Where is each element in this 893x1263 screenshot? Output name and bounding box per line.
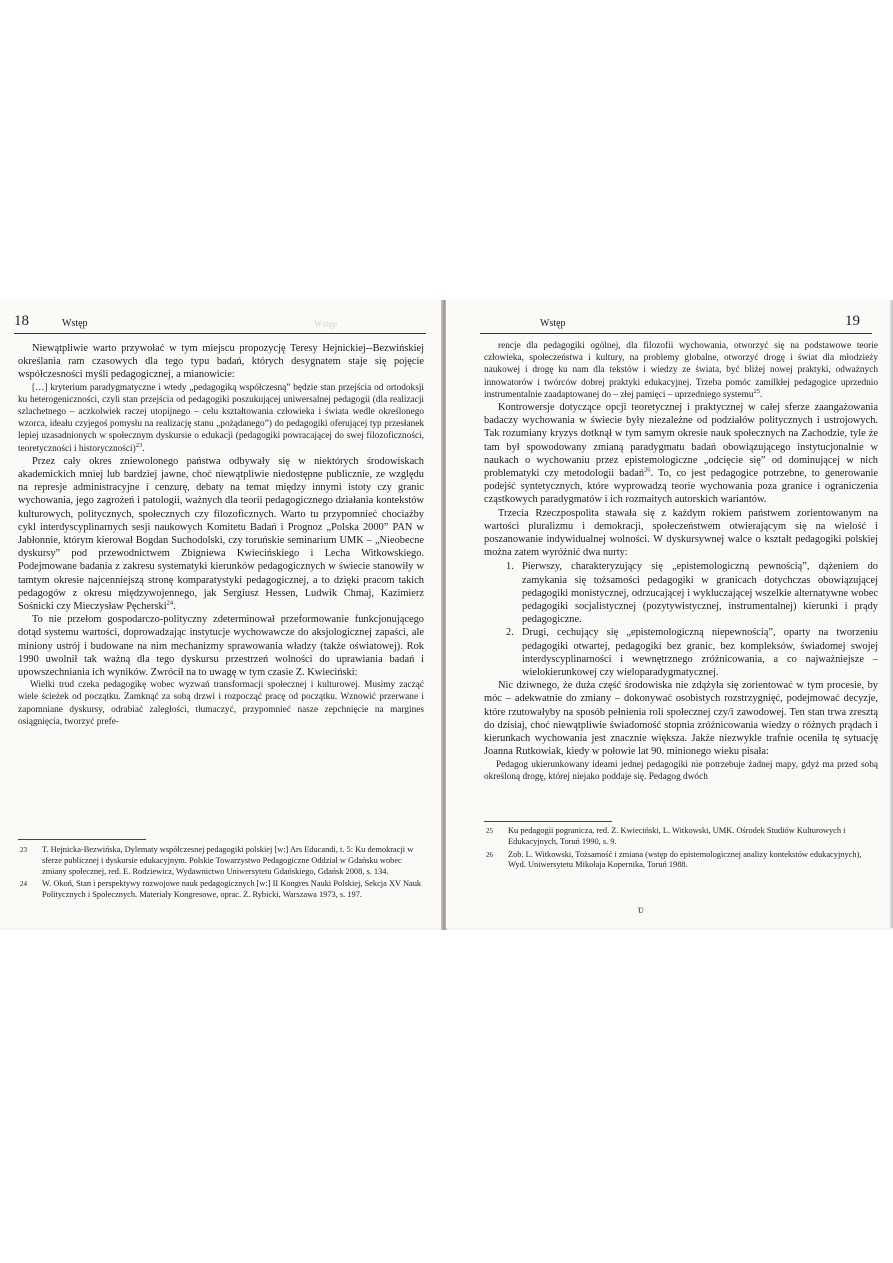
- footnotes-right: [484, 826, 876, 873]
- footnote: 23 T. Hejnicka-Bezwińska, Dylematy współczesnej pedagogiki polskiej [w:] Ars Educandi, t. 5: Ku demokracji w sferze publicznej i dyskursie edukacyjnym. Polskie Towarzystwo Pedagogiczne Oddział w Gdańsku wobec zmiany społecznej, red. E. Rodziewicz, Wydawnictwo Uniwersytetu Gdańskiego, Gdańsk 2008, s. 134.: [20, 845, 414, 876]
- footnote-rule-right: [484, 821, 612, 822]
- paragraph: To nie przełom gospodarczo-polityczny zdeterminował przeformowanie funkcjonującego dotąd systemu wartości, doprowadzając instytucje wychowawcze do aksjologicznej zapaści, ale miniony ustrój i budowane na nim mechanizmy sprawowania władzy (także oświatowej). Rok 1990 uwolnił tak ważną dla tego dyskursu przestrzeń wolności do uprawiania badań i upowszechniania ich wyników. Zwrócił na to uwagę w tym czasie Z. Kwieciński:: [18, 614, 424, 679]
- footnote-ref: 24: [166, 599, 174, 607]
- scan-mark: ʋ: [638, 902, 644, 916]
- footnote: 26 Zob. L. Witkowski, Tożsamość i zmiana (wstęp do epistemologicznej analizy kontekstów edukacyjnych), Wyd. Uniwersytetu Mikołaja Kopernika, Toruń 1988.: [486, 849, 862, 870]
- paragraph: Niewątpliwie warto przywołać w tym miejscu propozycję Teresy Hejnickiej--Bezwińskiej określania ram czasowych dla tego typu badań, których desygnatem staje się pojęcie współczesności myśli pedagogicznej, a mianowicie:: [18, 343, 424, 381]
- footnote-rule-left: [18, 839, 146, 840]
- paragraph: Przez cały okres zniewolonego państwa odbywały się w niektórych środowiskach akademickich mniej lub bardziej jawne, choć niewątpliwie niedostępne publicznie, ze względu na represje administracyjne i cenzurę, debaty na temat między innymi istoty czy granic wychowania, jego zagrożeń i patologii, ważnych dla teorii pedagogicznego działania kontekstów kulturowych, politycznych, społecznych czy filozoficznych. Warto tu przypomnieć chociażby cykl interdyscyplinarnych sesji naukowych Komitetu Badań i Prognoz „Polska 2000” PAN w Jabłonnie, którym kierował Bogdan Suchodolski, czy toruńskie seminarium UMK – „Nieobecne dyskursy” pod przewodnictwem Zbigniewa Kwiecińskiego i Lecha Witkowskiego. Podejmowane badania z zakresu systematyki kierunków pedagogicznych w świecie stanowiły w tamtym okresie najcenniejszą stronę komparatystyki pedagogicznej, a to dzięki pracom takich pedagogów z okresu międzywojennego, jak Sergiusz Hessen, Ludwik Chmaj, Kazimierz Sośnicki czy Mieczysław Pęcherski$^{24}$.: [18, 455, 424, 613]
- block-quote: Wielki trud czeka pedagogikę wobec wyzwań transformacji społecznej i kulturowej. Musimy zacząć wiele ścieżek od początku. Zamknąć za sobą drzwi i rozpocząć pracę od początku. Wznowić przerwane i zapomniane dyskursy, odrabiać zaległości, tłumaczyć, przypomnieć nasze zepchnięcie na margines osiągnięcia, tworzyć prefe-: [18, 680, 424, 727]
- bleedthrough-head: Wstęp: [314, 319, 337, 329]
- page-number-left: 18: [14, 313, 29, 329]
- page-number-right: 19: [845, 313, 860, 329]
- left-body-text: [18, 342, 424, 728]
- list-item: 2. Drugi, cechujący się „epistemologiczną niepewnością”, oparty na tworzeniu pedagogiki otwartej, pedagogiki bez granic, bez kompleksów, świadomej swojej interdyscyplinarności i wewnętrznego zróżnicowania, a co najważniejsze – wielokierunkowej czy wieloparadygmatycznej.: [506, 627, 878, 679]
- right-body-text: [484, 340, 878, 783]
- block-quote: […] kryterium paradygmatyczne i wtedy „pedagogiką współczesną” będzie stan przejścia od ortodoksji ku heterogeniczności, czyli stan przejścia od pedagogiki poszukującej uniwersalnej pedagogii (dla realizacji szlachetnego – aczkolwiek raczej utopijnego – celu kształtowania człowieka i świata wedle określonego wzorca, ideału czyjegoś pomysłu na realizację stanu „pożądanego”) do pedagogiki oferującej typ przesłanek lepiej uzasadnionych w społecznym dyskursie o edukacji (pedagogiki powracającej do swej filozoficzności, teoretyczności i historyczności)$^{23}$.: [18, 382, 424, 454]
- footnotes-left: [18, 845, 422, 903]
- paragraph: Nic dziwnego, że duża część środowiska nie zdążyła się zorientować w tym procesie, by móc – adekwatnie do zmiany – dokonywać osobistych rozstrzygnięć, podejmować decyzje, które rzutowałyby na sposób pełnienia roli społecznej czy/i zawodowej. Ten stan trwa zresztą do dzisiaj, choć niewątpliwie świadomość stopnia zróżnicowania wiedzy o różnych prądach i kierunkach wychowania jest znacznie większa. Jakże niezwykle trafnie oceniła tę sytuację Joanna Rutkowiak, kiedy w połowie lat 90. minionego wieku pisała:: [484, 680, 878, 758]
- footnote-ref: 25: [753, 387, 761, 395]
- header-rule-left: [14, 333, 426, 334]
- trend-list: [484, 560, 878, 679]
- header-rule-right: [480, 333, 872, 334]
- list-item: 1. Pierwszy, charakteryzujący się „epistemologiczną pewnością”, dążeniem do zamykania się tożsamości pedagogiki w granicach dotychczas obowiązującej pedagogiki monistycznej, odrzucającej i wykluczającej wszelkie alternatywne wobec pedagogiki socjalistycznej (pozytywistycznej, instrumentalnej) kierunki i prądy pedagogiczne.: [506, 561, 878, 626]
- block-quote-continued: rencje dla pedagogiki ogólnej, dla filozofii wychowania, otworzyć się na podstawowe teorie człowieka, społeczeństwa i kultury, na problemy globalne, otworzyć drogę i świat dla młodzieży naukowej i drogę ku nam dla tekstów i wiedzy ze świata, być bliżej nowej praktyki, odważnych innowatorów i twórców dobrej praktyki edukacyjnej. Trzeba pomóc zamilkłej pedagogice uprzednio instrumentalnie zaadaptowanej do – złej pamięci – uprzedniego systemu$^{25}$.: [484, 341, 878, 400]
- running-head-left: Wstęp: [62, 318, 88, 329]
- footnote: 24 W. Okoń, Stan i perspektywy rozwojowe nauk pedagogicznych [w:] II Kongres Nauki Polskiej, Sekcja XV Nauk Politycznych i Społecznych. Materiały Kongresowe, oprac. Z. Rybicki, Warszawa 1973, s. 197.: [20, 879, 422, 900]
- block-quote: Pedagog ukierunkowany ideami jednej pedagogiki nie potrzebuje żadnej mapy, gdyż ma przed sobą określoną drogę, której niejako poddaje się. Pedagog dwóch: [484, 759, 878, 782]
- footnote-ref: 23: [135, 441, 143, 449]
- running-head-right: Wstęp: [540, 318, 566, 329]
- left-page: [0, 300, 442, 928]
- footnote: 25 Ku pedagogii pogranicza, red. Z. Kwieciński, L. Witkowski, UMK. Ośrodek Studiów Kulturowych i Edukacyjnych, Toruń 1990, s. 9.: [486, 826, 846, 846]
- paragraph: Trzecia Rzeczpospolita stawała się z każdym rokiem państwem zorientowanym na wartości pluralizmu i demokracji, społeczeństwem otwierającym się na wielość i poszanowanie indywidualnej wolności. W dyskursywnej walce o kształt pedagogiki polskiej można zatem wyróżnić dwa nurty:: [484, 507, 878, 559]
- right-page: [446, 300, 893, 928]
- footnote-ref: 26: [644, 466, 651, 474]
- page-edge: [889, 300, 893, 928]
- paragraph: Kontrowersje dotyczące opcji teoretycznej i praktycznej w całej sferze zaangażowania badaczy wychowania w świecie były niezależne od podziałów politycznych i ustrojowych. Tak rozumiany kryzys dotknął w tym samym okresie nauk społecznych na Zachodzie, tyle że tam był spowodowany zmianą paradygmatu badań obowiązującego instytucjonalnie w naukach o wychowaniu przez epistemologiczne „odcięcie się” od dominującej w nich problematyki czy metodologii badań$^{26}$. To, co jest pedagogice potrzebne, to generowanie podejść syntetycznych, które wyprowadzą teorie wychowania poza granice i ograniczenia cząstkowych paradygmatów i ich rozmaitych autorskich wariantów.: [484, 402, 878, 506]
